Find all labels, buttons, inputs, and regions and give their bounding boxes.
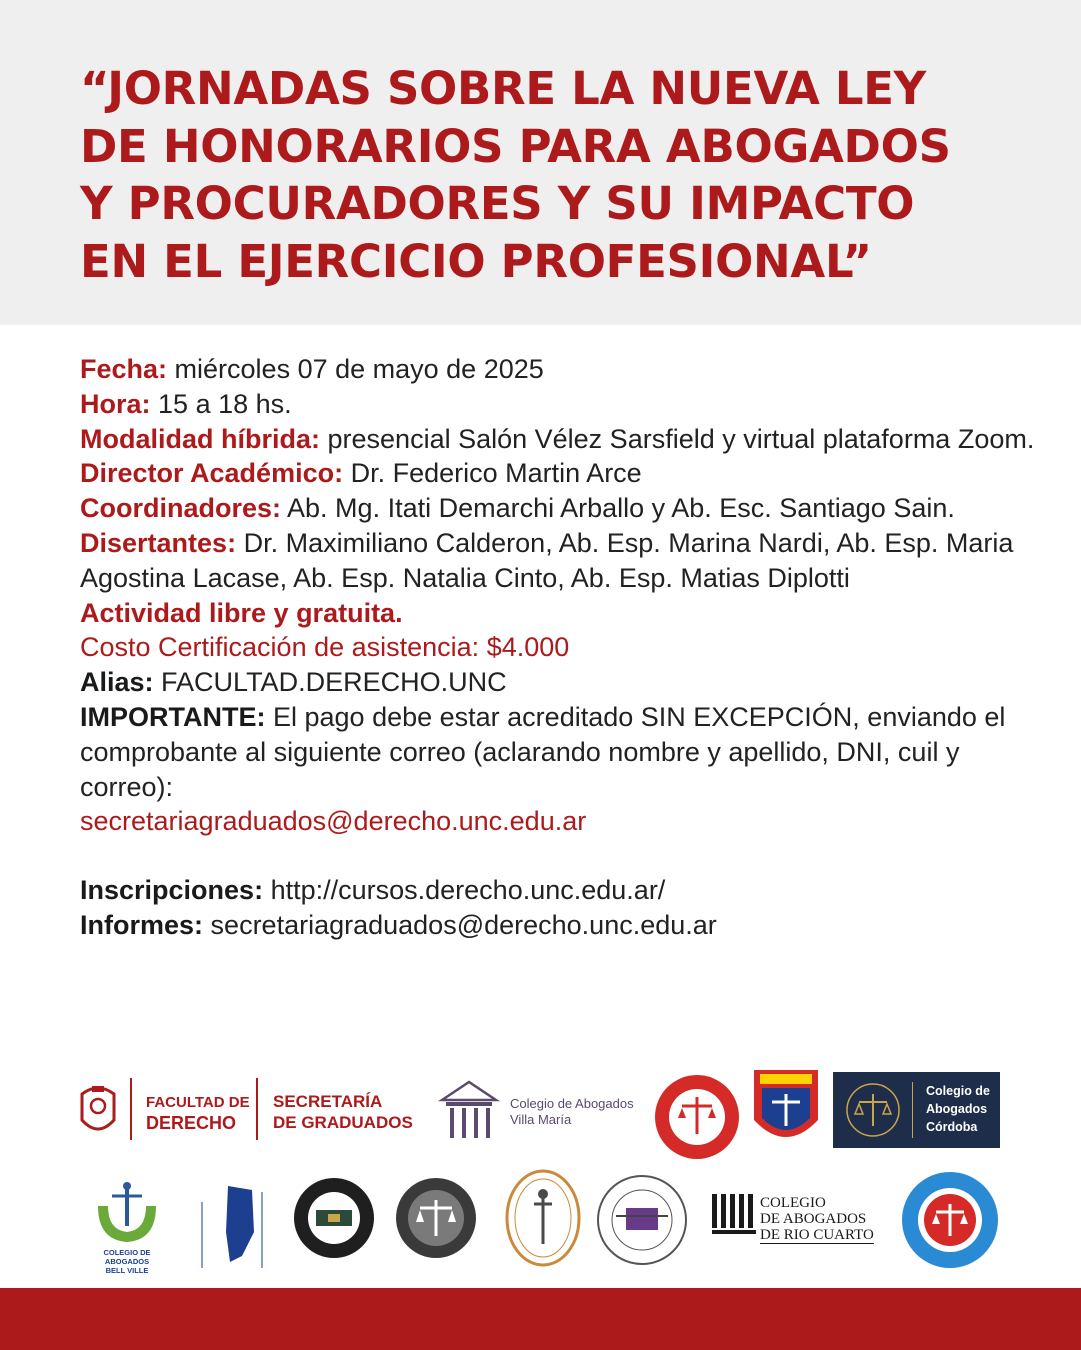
- federacion-cordoba-seal-icon: [900, 1170, 1000, 1270]
- hora-label: Hora:: [80, 388, 151, 419]
- logo-text: DE GRADUADOS: [273, 1113, 413, 1132]
- event-title: [80, 60, 1040, 290]
- hora-row: [80, 387, 1040, 422]
- divider: [912, 1082, 913, 1138]
- alias-label: Alias:: [80, 667, 154, 698]
- alias-value: FACULTAD.DERECHO.UNC: [161, 667, 507, 698]
- rio-cuarto-logo: [760, 1195, 874, 1244]
- sponsor-logos: [0, 1060, 1081, 1280]
- cordoba-scales-icon: [843, 1080, 903, 1140]
- logo-text: SECRETARÍA: [273, 1092, 383, 1111]
- logo-text: FACULTAD DE: [146, 1094, 250, 1111]
- alias-row: [80, 665, 1040, 700]
- facultad-derecho-logo: [146, 1093, 250, 1133]
- logo-text: BELL VILLE: [105, 1266, 149, 1275]
- disertantes-value: Dr. Maximiliano Calderon, Ab. Esp. Marina Nardi, Ab. Esp. Maria Agostina Lacase, Ab. Esp. Natalia Cinto, Ab. Esp. Matias Diplotti: [80, 527, 1014, 593]
- fecha-row: [80, 352, 1040, 387]
- villa-maria-building-icon: [436, 1078, 502, 1142]
- logo-text: DERECHO: [146, 1113, 237, 1133]
- logo-text: Villa María: [510, 1112, 572, 1127]
- divider: [256, 1078, 258, 1140]
- villa-maria-logo: [510, 1096, 634, 1128]
- informes-link[interactable]: secretariagraduados@derecho.unc.edu.ar: [210, 909, 717, 940]
- marcos-juarez-map-icon: [192, 1172, 272, 1274]
- secretaria-graduados-logo: [273, 1091, 413, 1133]
- modalidad-value: presencial Salón Vélez Sarsfield y virtual plataforma Zoom.: [327, 423, 1035, 454]
- inscripciones-label: Inscripciones:: [80, 875, 264, 906]
- footer-band: [0, 1288, 1081, 1350]
- logo-text: COLEGIO: [760, 1195, 826, 1211]
- logo-text: DE RIO CUARTO: [760, 1227, 874, 1243]
- logo-text: Colegio de Abogados: [510, 1096, 634, 1111]
- unc-shield-icon: [78, 1080, 118, 1140]
- bell-ville-hands-icon: [92, 1180, 162, 1246]
- logo-text: DE ABOGADOS: [760, 1211, 867, 1227]
- director-label: Director Académico:: [80, 458, 344, 489]
- importante-label: IMPORTANTE:: [80, 701, 266, 732]
- title-line: Y PROCURADORES Y SU IMPACTO: [80, 177, 915, 230]
- hora-value: 15 a 18 hs.: [158, 388, 292, 419]
- importante-row: [80, 700, 1040, 804]
- inscripciones-link[interactable]: http://cursos.derecho.unc.edu.ar/: [270, 875, 666, 906]
- cordoba-logo-text: [926, 1082, 990, 1136]
- title-line: EN EL EJERCICIO PROFESIONAL”: [80, 234, 872, 288]
- coordinadores-value: Ab. Mg. Itati Demarchi Arballo y Ab. Esc. Santiago Sain.: [287, 493, 955, 524]
- villa-dolores-seal-icon: [292, 1176, 376, 1260]
- modalidad-label: Modalidad híbrida:: [80, 423, 320, 454]
- modalidad-row: [80, 422, 1040, 457]
- director-value: Dr. Federico Martin Arce: [350, 458, 642, 489]
- fecha-value: miércoles 07 de mayo de 2025: [174, 354, 544, 384]
- costo-certificacion: Costo Certificación de asistencia: $4.000: [80, 632, 570, 663]
- importante-value: El pago debe estar acreditado SIN EXCEPCIÓN, enviando el comprobante al siguiente correo (aclarando nombre y apellido, DNI, cuil y correo):: [80, 701, 1006, 802]
- director-row: [80, 456, 1040, 491]
- san-francisco-seal-icon: [652, 1072, 742, 1162]
- logo-text: Colegio de: [926, 1084, 990, 1098]
- logo-text: Córdoba: [926, 1120, 978, 1134]
- gray-scales-seal-icon: [394, 1176, 478, 1260]
- rio-tercero-shield-icon: [750, 1060, 822, 1156]
- logo-text: Abogados: [926, 1102, 988, 1116]
- novena-circunscripcion-seal-icon: [596, 1174, 688, 1266]
- fecha-label: Fecha:: [80, 354, 168, 384]
- informes-row: [80, 908, 1040, 943]
- event-details: [80, 352, 1040, 943]
- logo-text: COLEGIO DE ABOGADOS: [103, 1248, 151, 1266]
- coordinadores-label: Coordinadores:: [80, 493, 282, 524]
- bell-ville-logo: [82, 1248, 172, 1275]
- laboulaye-oval-icon: [504, 1168, 582, 1268]
- disertantes-label: Disertantes:: [80, 527, 237, 558]
- title-line: DE HONORARIOS PARA ABOGADOS: [80, 119, 951, 173]
- spacer: [80, 839, 1040, 873]
- divider: [130, 1078, 132, 1140]
- rio-cuarto-columns-icon: [712, 1194, 756, 1236]
- title-line: “JORNADAS SOBRE LA NUEVA LEY: [80, 62, 926, 115]
- inscripciones-row: [80, 873, 1040, 908]
- disertantes-row: [80, 526, 1040, 596]
- correo-link[interactable]: secretariagraduados@derecho.unc.edu.ar: [80, 806, 587, 837]
- coordinadores-row: [80, 491, 1040, 526]
- informes-label: Informes:: [80, 909, 204, 940]
- actividad-gratuita: Actividad libre y gratuita.: [80, 597, 403, 628]
